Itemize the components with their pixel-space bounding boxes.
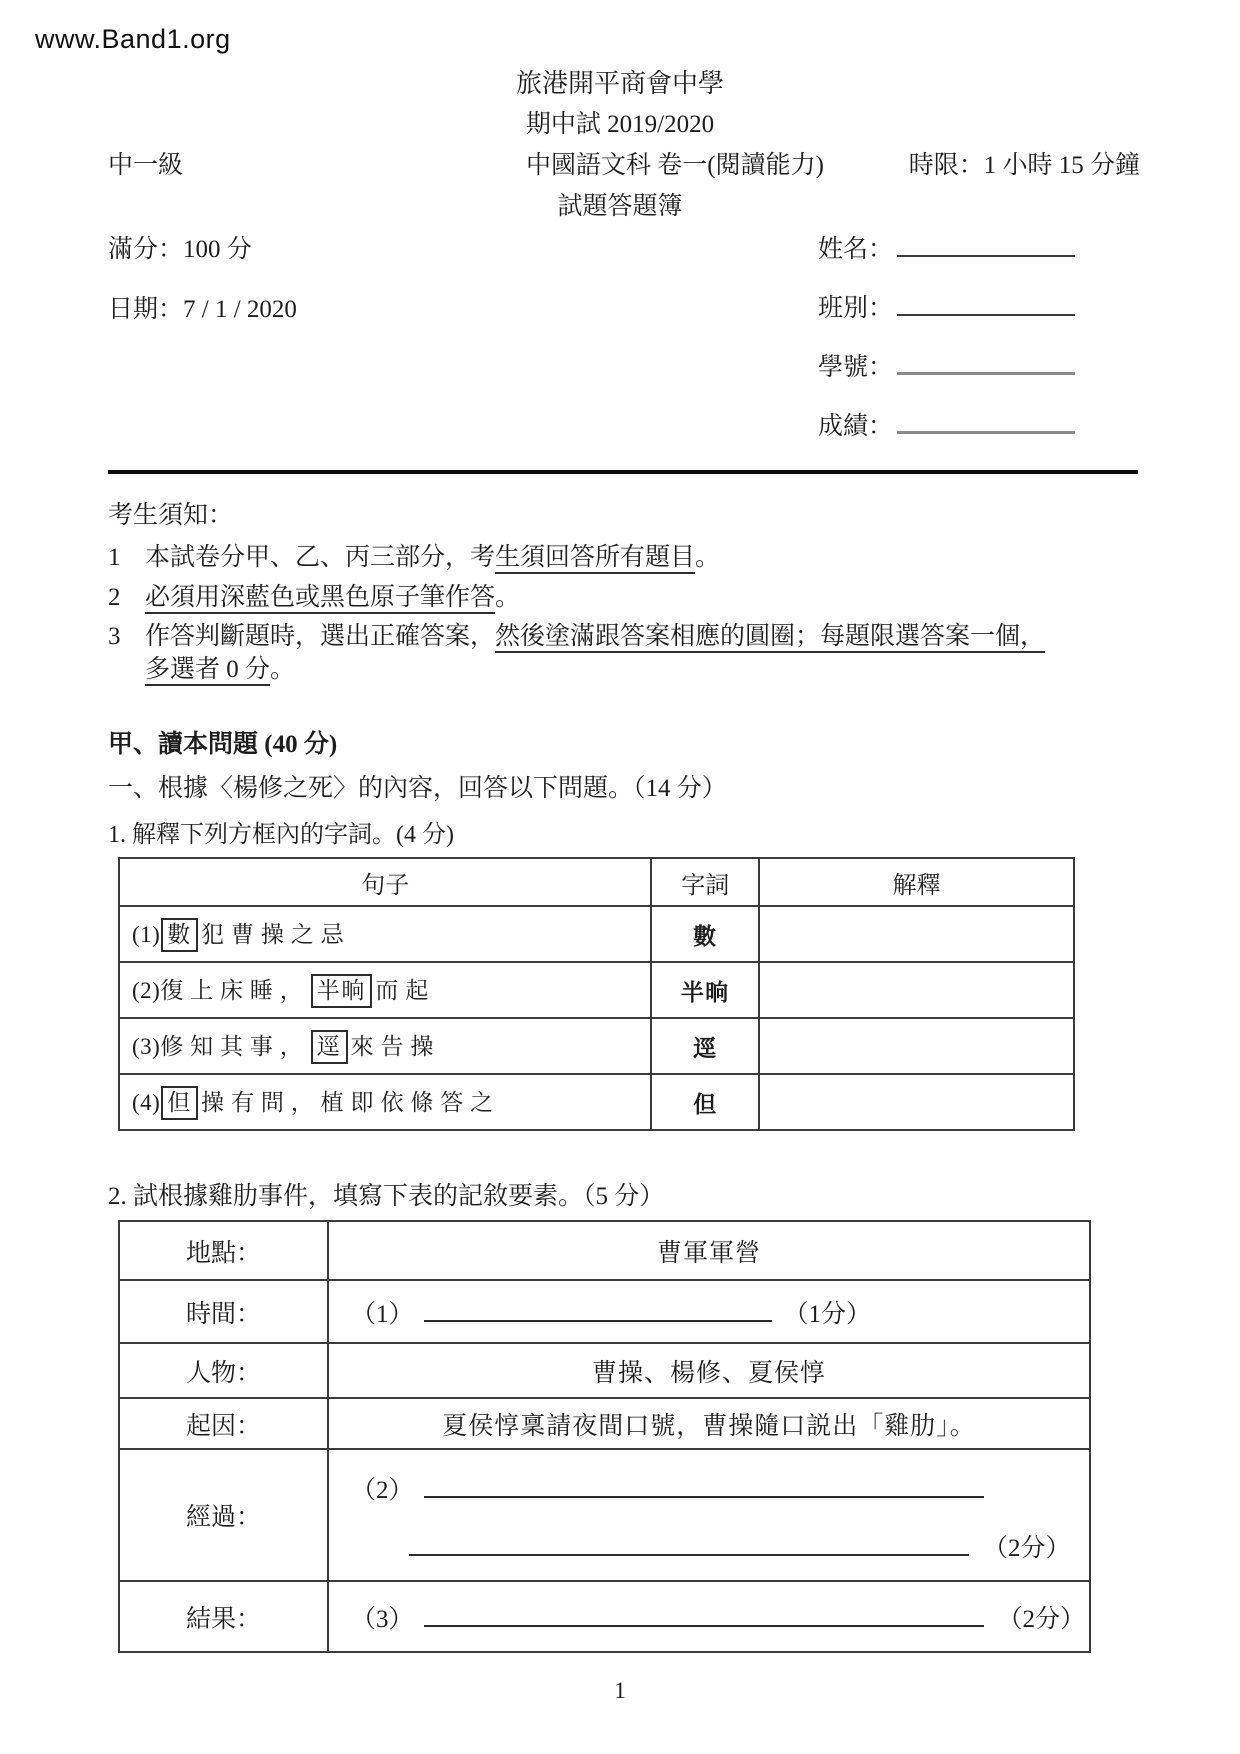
explanation-answer-cell <box>759 1074 1074 1130</box>
table-row <box>119 1398 1090 1449</box>
narrative-elements-table <box>118 1220 1091 1653</box>
exam-note-1 <box>108 539 720 576</box>
cause-content: 夏侯惇稟請夜間口號，曹操隨口説出「雞肋」。 <box>328 1398 1090 1449</box>
site-watermark: www.Band1.org <box>35 24 231 54</box>
table-row <box>119 962 1074 1018</box>
note-number: 2 <box>108 584 121 611</box>
paper-title-row <box>0 146 1240 186</box>
result-answer-cell <box>328 1581 1090 1652</box>
score-mark: （2分） <box>997 1605 1086 1633</box>
boxed-word: 逕 <box>311 1030 348 1064</box>
row-label-place: 地點： <box>119 1221 328 1280</box>
table-row <box>119 1449 1090 1581</box>
explanation-answer-cell <box>759 906 1074 962</box>
exam-note-3-line2 <box>145 651 295 688</box>
table-row <box>119 1581 1090 1652</box>
process-answer-cell <box>328 1449 1090 1581</box>
row-label-process: 經過： <box>119 1449 328 1581</box>
word-explanation-table <box>118 857 1075 1131</box>
booklet-title: 試題答題簿 <box>557 193 683 220</box>
note-text-segment: 。 <box>270 656 296 683</box>
exam-note-2 <box>108 579 520 616</box>
row-label-cause: 起因： <box>119 1398 328 1449</box>
explanation-answer-cell <box>759 962 1074 1018</box>
sentence-cell <box>119 1018 651 1074</box>
note-number: 3 <box>108 623 121 650</box>
answer-number: （2） <box>351 1477 414 1504</box>
word-cell: 數 <box>651 906 759 962</box>
sentence-cell <box>119 1074 651 1130</box>
student-number-field <box>818 351 1075 410</box>
class-field <box>818 292 1075 351</box>
score-answer-blank <box>897 410 1075 434</box>
note-number: 1 <box>108 544 121 571</box>
table-row <box>119 1280 1090 1343</box>
sentence-text: 復上床睡， <box>160 978 310 1004</box>
answer-number: （1） <box>351 1300 414 1328</box>
student-fields <box>818 233 1075 469</box>
time-limit-label: 時限：1 小時 15 分鐘 <box>908 152 1140 179</box>
answer-blank <box>424 1607 984 1627</box>
sentence-text: 修知其事， <box>160 1034 310 1060</box>
class-field-label: 班別： <box>818 295 894 322</box>
people-content: 曹操、楊修、夏侯惇 <box>328 1343 1090 1398</box>
table-row <box>119 1343 1090 1398</box>
note-underlined-segment: 然後塗滿跟答案相應的圓圈；每題限選答案一個， <box>495 623 1045 653</box>
sentence-text: 操有問，植即依條答之 <box>201 1090 501 1116</box>
column-header-explanation: 解釋 <box>759 858 1074 906</box>
table-row <box>119 906 1074 962</box>
exam-note-3 <box>108 618 1045 655</box>
place-content: 曹軍軍營 <box>328 1221 1090 1280</box>
column-header-sentence: 句子 <box>119 858 651 906</box>
boxed-word: 數 <box>161 918 198 952</box>
name-field <box>818 233 1075 292</box>
score-mark: （2分） <box>983 1535 1071 1562</box>
full-mark-label: 滿分：100 分 <box>108 236 252 263</box>
answer-number: （3） <box>351 1605 414 1633</box>
row-number: (3) <box>132 1034 161 1060</box>
score-field-label: 成績： <box>818 413 894 440</box>
word-cell: 半晌 <box>651 962 759 1018</box>
process-answer-line1 <box>351 1466 1089 1506</box>
note-text-segment: 。 <box>495 584 521 611</box>
subject-label: 中國語文科 卷一(閱讀能力) <box>526 152 824 179</box>
sentence-cell <box>119 906 651 962</box>
note-text-segment: 本試卷分甲、乙、丙三部分，考 <box>145 544 496 571</box>
row-label-result: 結果： <box>119 1581 328 1652</box>
process-answer-line2 <box>399 1528 1089 1564</box>
note-text-segment: 作答判斷題時，選出正確答案， <box>145 623 496 650</box>
table-row <box>119 1074 1074 1130</box>
question-1-heading: 一、根據〈楊修之死〉的內容，回答以下問題。（14 分） <box>108 775 727 802</box>
table-row <box>119 1018 1074 1074</box>
sentence-text: 而起 <box>375 978 436 1004</box>
explanation-answer-cell <box>759 1018 1074 1074</box>
student-number-answer-blank <box>897 351 1075 375</box>
row-number: (4) <box>132 1090 161 1116</box>
row-number: (1) <box>132 922 161 948</box>
page-number: 1 <box>614 1678 626 1703</box>
section-a-title: 甲、讀本問題 (40 分) <box>108 731 338 758</box>
header-divider-rule <box>108 470 1138 474</box>
boxed-word: 但 <box>161 1086 198 1120</box>
sentence-text: 來告操 <box>350 1034 441 1060</box>
note-underlined-segment: 多選者 0 分 <box>145 656 270 686</box>
question-1-1-heading: 1. 解釋下列方框內的字詞。(4 分) <box>108 822 454 848</box>
word-cell: 但 <box>651 1074 759 1130</box>
answer-blank <box>424 1302 772 1322</box>
row-label-people: 人物： <box>119 1343 328 1398</box>
class-answer-blank <box>897 292 1075 316</box>
row-number: (2) <box>132 978 161 1004</box>
note-text-segment: 。 <box>695 544 721 571</box>
notes-title: 考生須知： <box>108 502 234 529</box>
table-row <box>119 1221 1090 1280</box>
school-name: 旅港開平商會中學 <box>515 69 724 98</box>
sentence-cell <box>119 962 651 1018</box>
column-header-word: 字詞 <box>651 858 759 906</box>
answer-blank <box>409 1536 969 1556</box>
time-answer-cell <box>328 1280 1090 1343</box>
boxed-word: 半晌 <box>311 974 373 1008</box>
score-mark: （1分） <box>783 1300 872 1328</box>
row-label-time: 時間： <box>119 1280 328 1343</box>
answer-blank <box>424 1478 984 1498</box>
table-header-row <box>119 858 1074 906</box>
date-label: 日期：7 / 1 / 2020 <box>108 296 297 323</box>
note-underlined-segment: 必須用深藍色或黑色原子筆作答 <box>145 584 495 614</box>
score-field <box>818 410 1075 469</box>
grade-label: 中一級 <box>108 152 184 179</box>
name-field-label: 姓名： <box>818 236 894 263</box>
student-number-field-label: 學號： <box>818 354 894 381</box>
note-underlined-segment: 生須回答所有題目 <box>495 544 695 574</box>
exam-session: 期中試 2019/2020 <box>525 111 715 138</box>
name-answer-blank <box>897 233 1075 257</box>
question-1-2-heading: 2. 試根據雞肋事件，填寫下表的記敘要素。（5 分） <box>108 1183 665 1210</box>
word-cell: 逕 <box>651 1018 759 1074</box>
sentence-text: 犯曹操之忌 <box>201 922 351 948</box>
